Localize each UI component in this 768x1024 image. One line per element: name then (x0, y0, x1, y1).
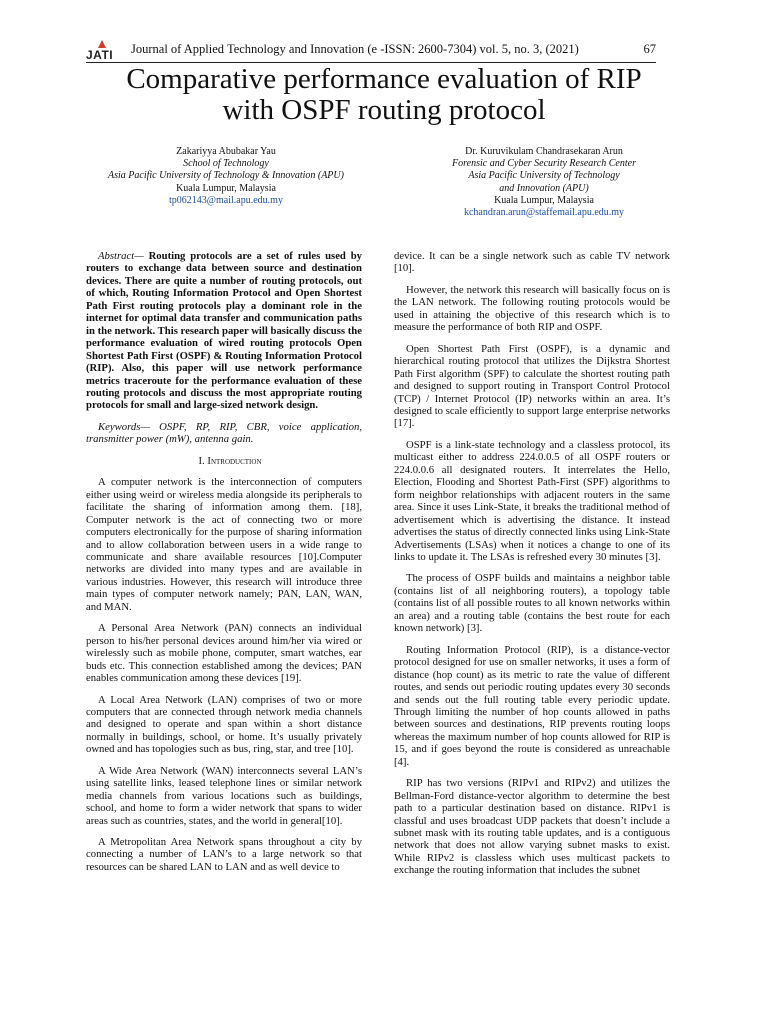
left-column (86, 250, 362, 882)
paragraph: A Local Area Network (LAN) comprises of two or more computers that are connected through network media channels and designed to operate and span within a short distance normally in buildings, school, or home. It’s usually privately owned and has topologies such as bus, ring, star, and tree [10]. (86, 693, 362, 756)
paragraph: A computer network is the interconnection of computers either using weird or wireless media alongside its peripherals to facilitate the sharing of information among them. [18], Computer network is the act of connecting two or more computers electronically for the purpose of sharing information and to allow collaboration between users in a wide range to communicate and share available resources [10].Computer networks are divided into many types and are available in various industries. However, this research will introduce three main types of computer network namely; PAN, LAN, WAN, and MAN. (86, 476, 362, 613)
abstract-label: Abstract— (98, 250, 144, 262)
logo-text: JATI (86, 48, 114, 62)
paragraph: A Metropolitan Area Network spans throughout a city by connecting a number of LAN’s to a large network so that resources can be shared LAN to LAN and as well device to (86, 836, 362, 873)
page-number: 67 (643, 42, 656, 56)
abstract (86, 250, 362, 412)
paper-title (100, 64, 668, 126)
logo-mark-icon (98, 40, 106, 48)
author-city: Kuala Lumpur, Malaysia (176, 182, 276, 194)
keywords-terms: OSPF, RP, RIP, CBR, voice application, transmitter power (mW), antenna gain. (86, 420, 362, 446)
section-heading (86, 455, 362, 467)
author-org: Asia Pacific University of Technology & Innovation (APU) (108, 170, 344, 182)
section-title: Introduction (207, 454, 262, 467)
author-1 (96, 146, 356, 207)
running-header (86, 36, 656, 62)
author-name: Zakariyya Abubakar Yau (176, 146, 276, 157)
paragraph: Open Shortest Path First (OSPF), is a dynamic and hierarchical routing protocol that utilizes the Dijkstra Shortest Path First algorithm (SPF) to calculate the shortest routing path and designed to support routing in Transport Control Protocol (TCP) / Internet Protocol (IP) networks within an area. It’s designed to scale efficiently to support large enterprise networks [17]. (394, 342, 670, 430)
paragraph: RIP has two versions (RIPv1 and RIPv2) and utilizes the Bellman-Ford distance-vector algorithm to determine the best path to a particular destination based on distance. RIPv1 is classful and uses broadcast UDP packets that doesn’t include a subnet mask with its routing table updates, and is a contiguous network that does not allow varying subnet masks to exist. While RIPv2 is classless which uses multicast packets to exchange the routing information that includes the subnet (394, 777, 670, 877)
paragraph: A Personal Area Network (PAN) connects an individual person to his/her personal devices around him/her via wired or wirelessly such as mobile phone, computer, smart watches, ear buds etc. This connection established among the devices; PAN enables communication among these devices [19]. (86, 622, 362, 685)
author-city: Kuala Lumpur, Malaysia (494, 194, 594, 206)
paragraph: device. It can be a single network such as cable TV network [10]. (394, 250, 670, 275)
author-email[interactable]: kchandran.arun@staffemail.apu.edu.my (463, 207, 625, 219)
title-line-2: with OSPF routing protocol (222, 94, 546, 126)
keywords-label: Keywords— (98, 420, 150, 433)
paragraph: A Wide Area Network (WAN) interconnects several LAN’s using satellite links, leased telephone lines or similar network media channels from various locations such as buildings, school, and home to form a wider network that spans to wider areas such as countries, states, and the world in general[10]. (86, 764, 362, 827)
author-dept: School of Technology (183, 158, 269, 170)
paragraph: However, the network this research will basically focus on is the LAN network. The following routing protocols would be used in attaining the objective of this research which is to measure the performance of both RIP and OSPF. (394, 283, 670, 334)
author-2 (414, 146, 674, 219)
paragraph: OSPF is a link-state technology and a classless protocol, its multicast either to address 224.0.0.5 of all OSPF routers or 224.0.0.6 all designated routers. It interrelates the Hello, Election, Flooding and Shortest Path-First (SPF) algorithms to form neighbor relationships with adjacent routers in the same area. Since it uses Link-State, it breaks the traditional method of advertisement which is advertising the distance. It instead advertises the status of directly connected links using Link-State Advertisements (LSAs) when it notices a change to one of its links to update it. The LSAs is refreshed every 30 minutes [3]. (394, 438, 670, 563)
author-dept: Forensic and Cyber Security Research Center (452, 158, 636, 170)
abstract-text: Routing protocols are a set of rules used by routers to exchange data between source and destination devices. There are quite a number of routing protocols, out of which, Routing Information Protocol and Open Shortest Path First routing protocols play a dominant role in the internet for optimal data transfer and communication paths in the network. This research paper will basically discuss the performance evaluation of wired routing protocols Open Shortest Path First (OSPF) & Routing Information Protocol (RIP). Also, this paper will use network performance metrics traceroute for the performance evaluation of these routing protocols and discuss the most appropriate routing protocols for small and large-sized network design. (86, 250, 362, 412)
title-line-1: Comparative performance evaluation of RIP (126, 63, 642, 95)
paragraph: Routing Information Protocol (RIP), is a distance-vector protocol designed for use on smaller networks, it uses a form of distance (hop count) as its metric to rate the value of different routes, and sends out periodic routing updates every 30 seconds and sends out the full routing table every periodic update. Through limiting the number of hop counts allowed in paths between sources and destinations, RIP prevents routing loops whereas the maximum number of hop counts allowed for RIP is 15, and if goes beyond the route is considered as unreachable [4]. (394, 643, 670, 768)
journal-logo (86, 42, 122, 62)
right-column (394, 250, 670, 886)
journal-citation: Journal of Applied Technology and Innovation (e -ISSN: 2600-7304) vol. 5, no. 3, (2021) (131, 42, 579, 56)
author-org: Asia Pacific University of Technology (468, 170, 620, 182)
paragraph: The process of OSPF builds and maintains a neighbor table (contains list of all neighboring routers), a topology table (contains list of all possible routes to all known networks within an area) and a routing table (contains the best route for each known network) [3]. (394, 572, 670, 635)
author-org-cont: and Innovation (APU) (499, 182, 589, 194)
keywords (86, 421, 362, 446)
author-email[interactable]: tp062143@mail.apu.edu.my (169, 194, 283, 206)
author-name: Dr. Kuruvikulam Chandrasekaran Arun (465, 146, 623, 157)
section-number: I. (198, 454, 205, 467)
